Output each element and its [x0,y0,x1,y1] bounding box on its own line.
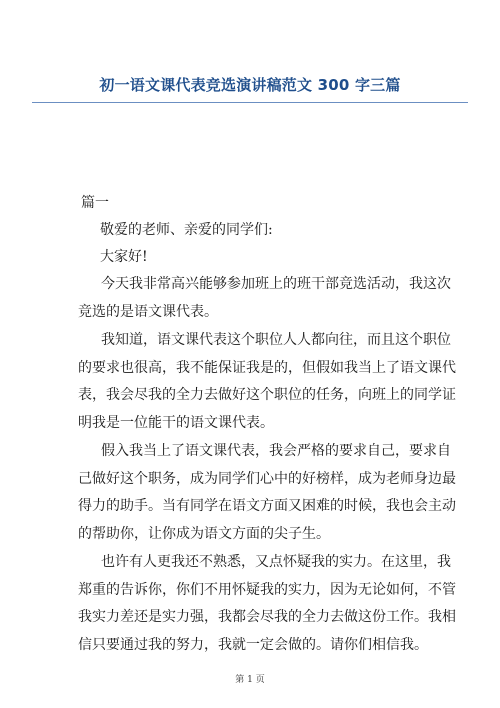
paragraph-line: 己做好这个职务，成为同学们心中的好榜样，成为老师身边最 [78,470,456,487]
paragraph-line: 我实力差还是实力强，我都会尽我的全力去做这份工作。我相 [78,609,456,625]
paragraph-line: 我知道，语文课代表这个职位人人都向往，而且这个职位 [101,332,451,348]
paragraph-line: 郑重的告诉你，你们不用怀疑我的实力，因为无论如何，不管 [78,581,456,598]
paragraph-line: 信只要通过我的努力，我就一定会做的。请你们相信我。 [78,636,428,653]
paragraph-line: 也许有人更我还不熟悉，又点怀疑我的实力。在这里，我 [101,554,451,570]
paragraph-line: 竞选的是语文课代表。 [78,303,218,320]
greeting: 大家好! [100,249,148,265]
paragraph-line: 的要求也很高，我不能保证我是的，但假如我当上了语文课代 [78,359,456,376]
paragraph-line: 的帮助你，让你成为语文方面的尖子生。 [78,525,330,542]
paragraph-line: 得力的助手。当有同学在语文方面又困难的时候，我也会主动 [78,498,456,514]
paragraph-1 [78,271,451,326]
paragraph-4 [78,549,456,659]
paragraph-line: 假入我当上了语文课代表，我会严格的要求自己，要求自 [101,443,451,459]
section-heading: 篇一 [81,195,109,211]
paragraph-line: 明我是一位能干的语文课代表。 [78,414,274,431]
paragraph-line: 表，我会尽我的全力去做好这个职位的任务，向班上的同学证 [78,387,456,403]
page-number: 第 1 页 [235,675,265,685]
paragraph-2 [78,327,456,437]
salutation: 敬爱的老师、亲爱的同学们: [100,222,273,238]
paragraph-3 [78,438,456,548]
title-divider [32,102,468,103]
document-title: 初一语文课代表竞选演讲稿范文 300 字三篇 [99,76,401,94]
paragraph-line: 今天我非常高兴能够参加班上的班干部竞选活动，我这次 [101,276,451,292]
